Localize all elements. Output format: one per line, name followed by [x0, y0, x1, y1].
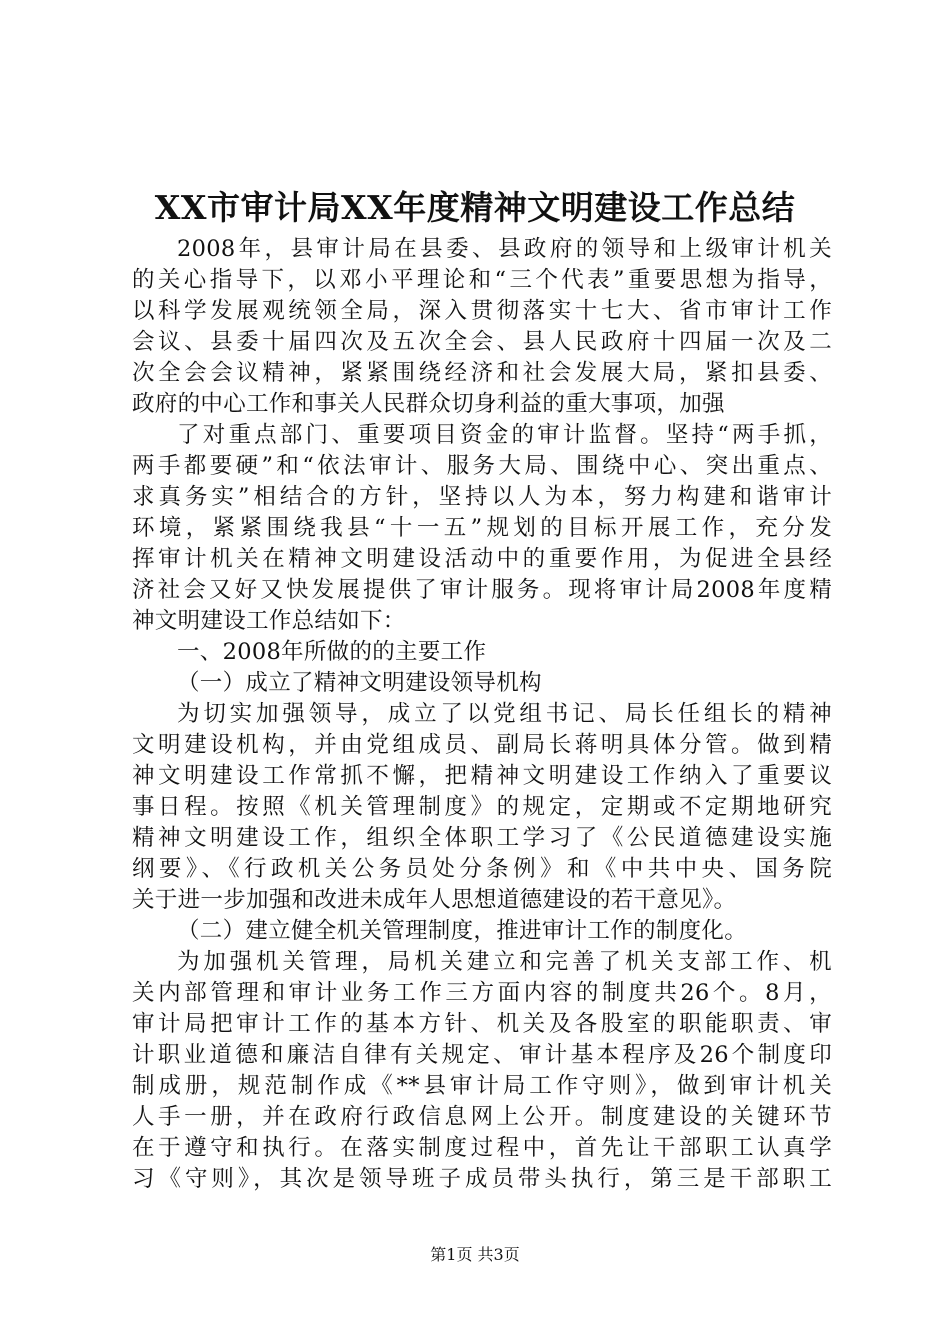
paragraph-line: 为加强机关管理，局机关建立和完善了机关支部工作、机	[177, 949, 832, 975]
paragraph-line: 习《守则》，其次是领导班子成员带头执行，第三是干部职工	[132, 1166, 832, 1192]
paragraph-line: 次全会会议精神，紧紧围绕经济和社会发展大局，紧扣县委、	[132, 360, 832, 386]
paragraph-line: 关于进一步加强和改进未成年人思想道德建设的若干意见》。	[132, 887, 737, 913]
paragraph-line: 的关心指导下，以邓小平理论和“三个代表”重要思想为指导，	[132, 267, 832, 293]
subsection-heading: （一）成立了精神文明建设领导机构	[177, 670, 542, 696]
paragraph-line: 环境，紧紧围绕我县“十一五”规划的目标开展工作，充分发	[132, 515, 832, 541]
paragraph-line: 济社会又好又快发展提供了审计服务。现将审计局2008年度精	[132, 577, 832, 603]
paragraph-line: 2008年，县审计局在县委、县政府的领导和上级审计机关	[177, 236, 832, 262]
paragraph-line: 关内部管理和审计业务工作三方面内容的制度共26个。8月，	[132, 980, 832, 1006]
paragraph-line: 人手一册，并在政府行政信息网上公开。制度建设的关键环节	[132, 1104, 832, 1130]
paragraph-line: 挥审计机关在精神文明建设活动中的重要作用，为促进全县经	[132, 546, 832, 572]
paragraph-line: 会议、县委十届四次及五次全会、县人民政府十四届一次及二	[132, 329, 832, 355]
paragraph-line: 以科学发展观统领全局，深入贯彻落实十七大、省市审计工作	[132, 298, 832, 324]
paragraph-line: 了对重点部门、重要项目资金的审计监督。坚持“两手抓，	[177, 422, 832, 448]
document-title: XX市审计局XX年度精神文明建设工作总结	[154, 188, 796, 227]
paragraph-line: 计职业道德和廉洁自律有关规定、审计基本程序及26个制度印	[132, 1042, 832, 1068]
paragraph-line: 纲要》、《行政机关公务员处分条例》和《中共中央、国务院	[132, 856, 832, 882]
paragraph-line: 神文明建设工作常抓不懈，把精神文明建设工作纳入了重要议	[132, 763, 832, 789]
document-body	[132, 234, 832, 1195]
paragraph-line: 神文明建设工作总结如下：	[132, 608, 406, 634]
paragraph-line: 两手都要硬”和“依法审计、服务大局、围绕中心、突出重点、	[132, 453, 832, 479]
paragraph-line: 在于遵守和执行。在落实制度过程中，首先让干部职工认真学	[132, 1135, 832, 1161]
paragraph-line: 制成册，规范制作成《**县审计局工作守则》，做到审计机关	[132, 1073, 832, 1099]
page-footer: 第1页 共3页	[430, 1245, 520, 1264]
paragraph-line: 求真务实”相结合的方针，坚持以人为本，努力构建和谐审计	[132, 484, 832, 510]
paragraph-line: 事日程。按照《机关管理制度》的规定，定期或不定期地研究	[132, 794, 832, 820]
paragraph-line: 政府的中心工作和事关人民群众切身利益的重大事项，加强	[132, 391, 725, 417]
section-heading: 一、2008年所做的的主要工作	[177, 639, 487, 665]
paragraph-line: 审计局把审计工作的基本方针、机关及各股室的职能职责、审	[132, 1011, 832, 1037]
paragraph-line: 文明建设机构，并由党组成员、副局长蒋明具体分管。做到精	[132, 732, 832, 758]
paragraph-line: 为切实加强领导，成立了以党组书记、局长任组长的精神	[177, 701, 832, 727]
paragraph-line: 精神文明建设工作，组织全体职工学习了《公民道德建设实施	[132, 825, 832, 851]
subsection-heading: （二）建立健全机关管理制度，推进审计工作的制度化。	[177, 918, 748, 944]
